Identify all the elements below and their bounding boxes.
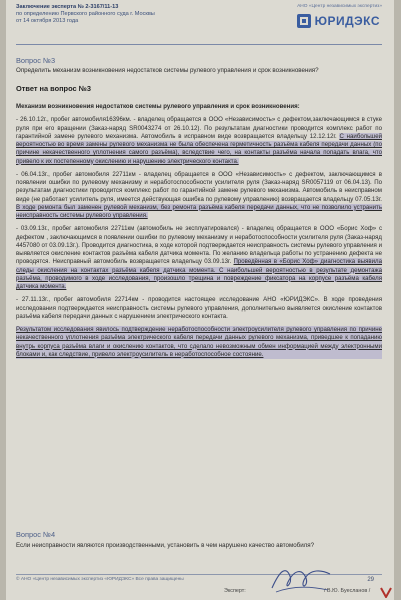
footer-copyright: © АНО «Центр независимых экспертиз «ЮРИДЭКС» Все права защищены (16, 577, 184, 582)
page-header (16, 4, 386, 42)
expert-name: / В.Ю. Буесланов / (324, 588, 371, 594)
event-paragraph-2 (16, 171, 382, 221)
header-line-1: Заключение эксперта № 2-3167/11-13 (16, 4, 119, 10)
logo-name: ЮРИДЭКС (314, 14, 380, 28)
event-3-text: - 03.09.13г., пробег автомобиля 22711км (автомобиль не эксплуатировался) - владелец обращается в ООО «Борис Хоф» с дефектом , заключающимся в появлении ошибки по рулевому механизму и неработоспособности усилителя руля (Заказ-наряд 4457080 от 03.09.13г.). Проводится диагностика, в ходе которой подтверждается неисправность системы рулевого управления и выявляется окисление контактов разъёма кабеля датчика момента. По желанию владельца работы по устранению дефекта не проводятся. Неисправный автомобиль возвращается владельцу 03.09.13г. (16, 225, 382, 266)
question-3-heading: Вопрос №3 (16, 56, 56, 65)
event-1-conclusion: С наибольшей вероятностью во время замены рулевого механизма не была обеспечена герметичность разъёма кабеля передачи данных (по причине некачественного уплотнения самого разъёма), вследствие чего, на контакты разъёма начала попадать влага, что привело к их постепенному окислению и нарушению электрического контакта. (16, 132, 382, 165)
answer-3-title: Ответ на вопрос №3 (16, 84, 91, 93)
event-1-text: - 26.10.12г., пробег автомобиля16396км. - владелец обращается в ООО «Независимость» с дефектом,заключающимся в стуке руля при его вращении (Заказ-наряд SR0043274 от 26.10.12). По результатам диагностики проводится комплекс работ по гарантийной замене рулевого механизма. Автомобиль в исправном виде возвращается владельцу 12.12.12г. (16, 116, 382, 140)
logo-caption: АНО «Центр независимых экспертиз» (297, 4, 382, 9)
question-4-text: Если неисправности являются производственными, установить в чем нарушено качество автомобиля? (16, 542, 315, 549)
corner-logo-icon (380, 586, 392, 598)
event-3-conclusion: Проведённая в «Борис Хоф» диагностика выявила следы окисления на контактах разъёма кабеля датчика момента. С наибольшей вероятностью в результате демонтажа разъёма, проводимого в ходе исследования, произошло трещина и повреждение фиксатора на корпусе разъёма кабеля датчика момента. (16, 258, 382, 290)
expert-label: Эксперт: (224, 588, 246, 594)
final-conclusion: Результатом исследования явилось подтверждение неработоспособности электроусилителя рулевого управления по причине некачественного уплотнения разъёма электрического кабеля передачи данных рулевого механизма, приведшее к попаданию внутрь корпуса разъёма влаги и окислению контактов, что сделало невозможным обмен информацией между электронными блоками и, как следствие, привело электроусилитель в неработоспособное состояние. (16, 326, 382, 358)
event-2-conclusion: В ходе ремонта был заменен рулевой механизм, без ремонта разъёма кабеля передачи данных, что не позволило устранить неисправность системы рулевого управления. (16, 203, 382, 219)
page-number: 29 (367, 577, 374, 583)
document-page (6, 0, 394, 600)
event-2-text: - 06.04.13г., пробег автомобиля 22711км - владелец обращается в ООО «Независимость» с дефектом, заключающимся в появлении ошибки по рулевому механизму и неработоспособности усилителя руля (Заказ-наряд SR0057119 от 06.04.13). По результатам диагностики проводится комплекс работ по гарантийной замене рулевого механизма. Автомобиль в неисправном виде (не работает усилитель руля, имеется действующая ошибка по рулевому управлению) возвращается владельцу 07.05.13г. (16, 170, 382, 203)
answer-3-body (16, 103, 382, 364)
question-4-heading: Вопрос №4 (16, 530, 56, 539)
question-3-text: Определить механизм возникновения недостатков системы рулевого управления и срок возникновения? (16, 67, 319, 74)
header-divider (16, 44, 382, 45)
company-logo (232, 4, 382, 40)
header-line-3: от 14 октября 2013 года (16, 18, 79, 25)
answer-intro: Механизм возникновения недостатков системы рулевого управления и срок возникновения: (16, 103, 300, 110)
header-line-2: по определению Первского районного суда г. Москвы (16, 11, 155, 18)
event-paragraph-1 (16, 116, 382, 166)
logo-mark-icon (296, 13, 312, 29)
header-case-info (16, 4, 155, 26)
event-paragraph-4: - 27.11.13г., пробег автомобиля 22714км - проводится настоящее исследование АНО «ЮРИДЭКС». В ходе проведения исследования подтверждается неисправность системы рулевого управления, дополнительно выявляется окисление контактов разъёма кабеля передачи данных с нарушением электрического контакта. (16, 296, 382, 320)
event-paragraph-3 (16, 225, 382, 291)
